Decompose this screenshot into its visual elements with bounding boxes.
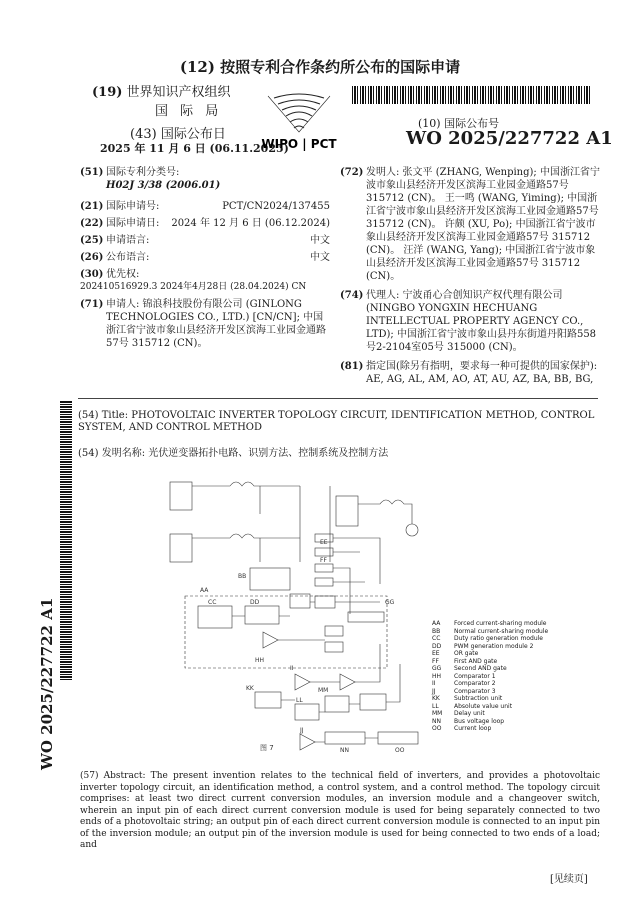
- side-barcode: [60, 400, 72, 680]
- biblio-key: 优先权:: [106, 269, 140, 280]
- biblio-row: [340, 360, 600, 386]
- biblio-code: (26): [80, 252, 104, 263]
- legend-item: NN Bus voltage loop: [432, 717, 505, 725]
- legend-item: EE OR gate: [432, 650, 479, 657]
- biblio-code: (30): [80, 269, 104, 280]
- biblio-row: [80, 179, 330, 192]
- biblio-row: [80, 251, 330, 264]
- biblio-key: 指定国(除另有指明，要求每一种可提供的国家保护): AE, AG, AL, AM, AO, AT, AU, AZ, BA, BB, BG,: [366, 361, 598, 385]
- biblio-key: 申请语言:: [106, 235, 150, 246]
- legend-item: II Comparator 2: [432, 680, 496, 687]
- continued-marker: [见续页]: [550, 874, 588, 885]
- legend-item: OO Current loop: [432, 725, 492, 732]
- biblio-value: 中文: [310, 235, 330, 246]
- legend-item: JJ Comparator 3: [432, 687, 496, 695]
- org-name: 世界知识产权组织: [126, 85, 231, 100]
- abstract: (57) Abstract: The present invention relates to the technical field of inverters, and provides a photovoltaic inverter topology circuit, an identification method, a control system, and a control method. The topology circuit comprises: at least two direct current conversion modules, an inversion module and a changeover switch, wherein an input pin of each direct current conversion module is used for being separately connected to two ends of a photovoltaic string; an output pin of each direct current conversion module is connected to an input pin of the inversion module; an output pin of the inversion module is used for being connected to two ends of a load; and: [80, 771, 600, 850]
- biblio-code: (81): [340, 361, 364, 372]
- biblio-key: 发明人: 张文平 (ZHANG, Wenping); 中国浙江省宁波市象山县经济开发区滨海工业园金通路57号 315712 (CN)。 王一鸣 (WANG, Yiming); 中国浙江省宁波市象山县经济开发区滨海工业园金通路57号 315712 (CN)。 许颇 (XU, Po); 中国浙江省宁波市象山县经济开发区滨海工业园金通路57号 315712 (CN)。 汪洋 (WANG, Yang); 中国浙江省宁波市象山县经济开发区滨海工业园金通路57号 315712 (CN)。: [366, 167, 600, 282]
- org-bureau: 国 际 局: [155, 104, 223, 119]
- biblio-key: H02J 3/38 (2006.01): [106, 180, 221, 191]
- block-label: EE: [320, 539, 328, 546]
- biblio-code: (25): [80, 235, 104, 246]
- biblio-key: 国际申请日:: [106, 218, 160, 229]
- publication-date: 2025 年 11 月 6 日 (06.11.2025): [100, 142, 289, 155]
- english-title: (54) Title: PHOTOVOLTAIC INVERTER TOPOLOGY CIRCUIT, IDENTIFICATION METHOD, CONTROL SYSTEM, AND CONTROL METHOD: [78, 410, 595, 433]
- biblio-row: [80, 281, 330, 294]
- block-label: II: [290, 665, 294, 672]
- block-label: NN: [340, 747, 349, 754]
- block-label: OO: [395, 747, 405, 754]
- side-publication-number: WO 2025/227722 A1: [38, 597, 56, 770]
- figure-legend: [432, 620, 548, 733]
- biblio-key: 国际申请号:: [106, 201, 160, 212]
- biblio-row: [80, 298, 330, 350]
- wipo-logo-text: WIPO | PCT: [261, 137, 337, 151]
- biblio-row: [340, 166, 600, 283]
- block-label: CC: [208, 599, 217, 606]
- bibliographic-right: [340, 166, 600, 386]
- document-title: (12) 按照专利合作条约所公布的国际申请: [179, 58, 461, 76]
- biblio-key: 申请人: 锦浪科技股份有限公司 (GINLONG TECHNOLOGIES CO., LTD.) [CN/CN]; 中国浙江省宁波市象山县经济开发区滨海工业园金通路57号 315712 (CN)。: [106, 299, 326, 349]
- biblio-value: 中文: [310, 252, 330, 263]
- legend-item: FF First AND gate: [432, 657, 498, 665]
- legend-item: LL Absolute value unit: [432, 702, 513, 710]
- biblio-row: [80, 268, 330, 281]
- publication-number: WO 2025/227722 A1: [406, 128, 613, 149]
- divider: [78, 398, 598, 399]
- publication-date-label: (43) 国际公布日: [130, 127, 226, 142]
- org-code: (19): [92, 85, 123, 100]
- biblio-value: 2024 年 12 月 6 日 (06.12.2024): [171, 218, 330, 229]
- legend-item: HH Comparator 1: [432, 672, 496, 680]
- block-label: BB: [238, 573, 247, 580]
- block-label: KK: [246, 685, 254, 692]
- publication-number-label: (10) 国际公布号: [418, 117, 500, 130]
- biblio-row: [80, 217, 330, 230]
- biblio-code: (74): [340, 290, 364, 301]
- figure-caption: 图 7: [260, 744, 274, 752]
- legend-item: AA Forced current-sharing module: [432, 620, 547, 627]
- legend-item: CC Duty ratio generation module: [432, 635, 543, 642]
- block-label: GG: [385, 599, 395, 606]
- biblio-key: 202410516929.3 2024年4月28日 (28.04.2024) CN: [80, 282, 307, 292]
- header-barcode: [352, 86, 592, 104]
- biblio-row: [80, 234, 330, 247]
- biblio-row: [80, 200, 330, 213]
- biblio-code: (71): [80, 299, 104, 310]
- block-label: LL: [296, 697, 303, 704]
- biblio-key: 国际专利分类号:: [106, 167, 180, 178]
- biblio-code: (22): [80, 218, 104, 229]
- legend-item: KK Subtraction unit: [432, 695, 503, 702]
- legend-item: BB Normal current-sharing module: [432, 627, 549, 635]
- block-label: DD: [250, 599, 260, 606]
- biblio-row: [340, 289, 600, 354]
- legend-item: GG Second AND gate: [432, 665, 507, 672]
- biblio-key: 代理人: 宁波甬心合创知识产权代理有限公司 (NINGBO YONGXIN HECHUANG INTELLECTUAL PROPERTY AGENCY CO., LTD); 中国浙江省宁波市象山县丹东街道丹阳路558号2-2104室05号 315000 (CN)。: [366, 290, 597, 353]
- organization: [92, 84, 231, 101]
- legend-item: MM Delay unit: [432, 710, 485, 717]
- biblio-value: PCT/CN2024/137455: [222, 201, 330, 212]
- chinese-title: (54) 发明名称: 光伏逆变器拓扑电路、识别方法、控制系统及控制方法: [78, 448, 389, 459]
- biblio-code: (51): [80, 167, 104, 178]
- wipo-logo: [244, 92, 354, 154]
- bibliographic-left: [80, 166, 330, 350]
- block-label: JJ: [300, 727, 304, 734]
- biblio-code: (72): [340, 167, 364, 178]
- biblio-key: 公布语言:: [106, 252, 150, 263]
- block-label: HH: [255, 657, 265, 664]
- block-label: FF: [320, 557, 327, 564]
- block-label: AA: [200, 587, 209, 594]
- block-label: MM: [318, 687, 329, 694]
- biblio-row: [80, 166, 330, 179]
- legend-item: DD PWM generation module 2: [432, 642, 534, 650]
- biblio-code: (21): [80, 201, 104, 212]
